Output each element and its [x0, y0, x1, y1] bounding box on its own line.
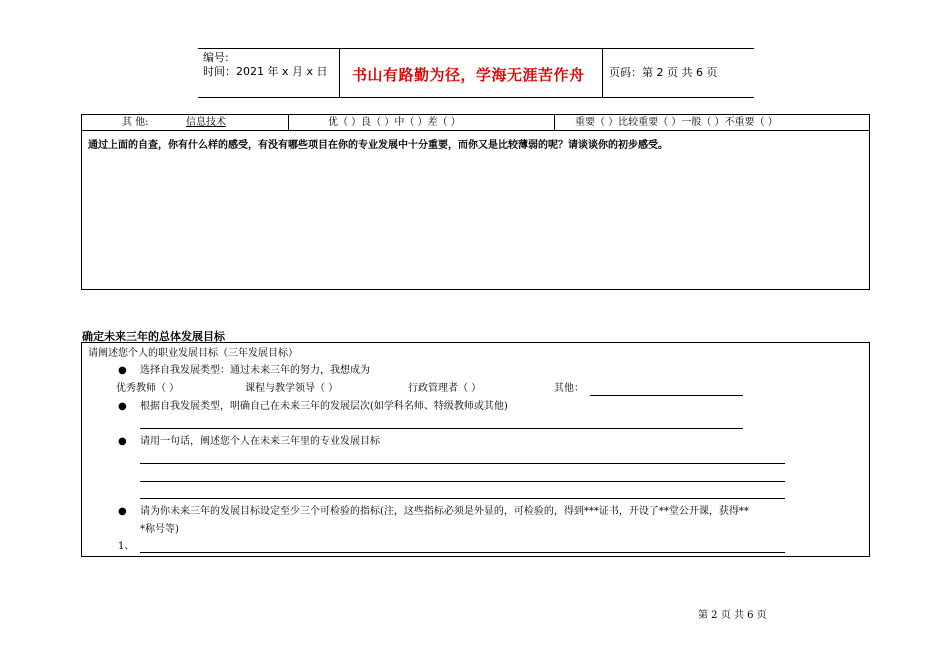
reflection-prompt: 通过上面的自查，你有什么样的感受，有没有哪些项目在你的专业发展中十分重要，而你又是比较薄弱的呢？请谈谈你的初步感受。	[88, 140, 668, 151]
indicator-item-1-line[interactable]	[140, 552, 785, 553]
bullet-4-text-line-1: 请为你未来三年的发展目标设定至少三个可检验的指标(注，这些指标必须是外显的，可检验的，得到***证书，开设了**堂公开课，获得**	[140, 506, 749, 517]
goal-table	[81, 342, 870, 557]
importance-options: 重要（ ）比较重要（ ）一般（ ）不重要（ ）	[575, 117, 778, 128]
header-page-info: 页码：第 2 页 共 6 页	[609, 66, 718, 79]
goal-answer-line-2[interactable]	[140, 481, 785, 482]
goal-answer-line-3[interactable]	[140, 498, 785, 499]
goal-answer-line-1[interactable]	[140, 463, 785, 464]
section-title: 确定未来三年的总体发展目标	[82, 330, 225, 343]
goal-intro: 请阐述您个人的职业发展目标（三年发展目标）	[88, 348, 298, 359]
rating-options: 优（ ）良（ ）中（ ）差（ ）	[328, 117, 461, 128]
col-divider-2	[554, 115, 555, 130]
bullet-4: ●	[118, 506, 127, 517]
header-bottom-rule	[198, 97, 754, 98]
category-label: 其 他:	[122, 117, 149, 128]
header-time-label: 时间：2021 年 x 月 x 日	[203, 65, 328, 78]
type-admin: 行政管理者（ ）	[408, 383, 482, 394]
indicator-item-1-label: 1、	[118, 541, 135, 552]
assessment-row-other	[82, 115, 869, 131]
header-number-label: 编号:	[203, 51, 229, 64]
level-answer-line[interactable]	[140, 428, 743, 429]
bullet-1-text: 选择自我发展类型：通过未来三年的努力，我想成为	[140, 365, 370, 376]
header-top-rule	[198, 48, 754, 49]
bullet-2-text: 根据自我发展类型，明确自己在未来三年的发展层次(如学科名师、特级教师或其他)	[140, 401, 508, 412]
bullet-2: ●	[118, 401, 127, 412]
type-excellent-teacher: 优秀教师（ ）	[116, 383, 180, 394]
type-curriculum-leader: 课程与教学领导（ ）	[245, 383, 339, 394]
bullet-3-text: 请用一句话，阐述您个人在未来三年里的专业发展目标	[140, 436, 380, 447]
header-divider-left	[339, 49, 340, 97]
bullet-1: ●	[118, 365, 127, 376]
col-divider-1	[288, 115, 289, 130]
type-other-line[interactable]	[590, 395, 743, 396]
page-footer: 第 2 页 共 6 页	[698, 610, 767, 621]
bullet-3: ●	[118, 436, 127, 447]
self-assessment-table	[81, 114, 870, 290]
bullet-4-text-line-2: *称号等)	[140, 524, 179, 535]
header-motto: 书山有路勤为径，学海无涯苦作舟	[352, 66, 585, 84]
header-divider-right	[602, 49, 603, 97]
type-other-label: 其他：	[554, 383, 584, 394]
category-value: 信息技术	[186, 117, 226, 128]
